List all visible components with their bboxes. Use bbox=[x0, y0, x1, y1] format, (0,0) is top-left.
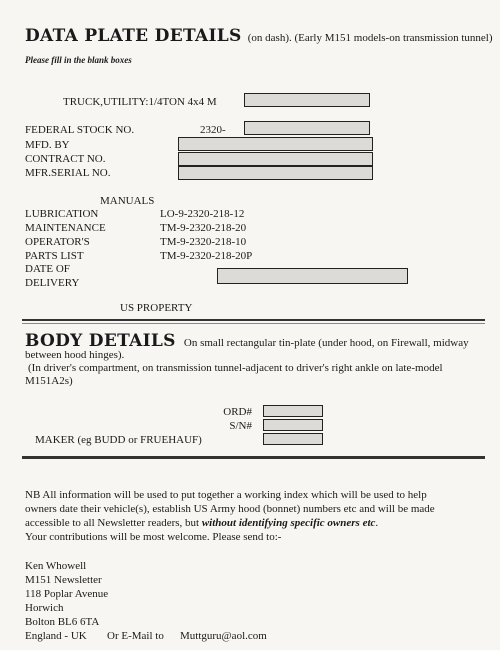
date-of-label: DATE OF bbox=[25, 263, 70, 275]
fill-instruction: Please fill in the blank boxes bbox=[25, 55, 132, 65]
body-details-line2: between hood hinges). bbox=[25, 349, 125, 361]
manual-code: TM-9-2320-218-20 bbox=[160, 222, 247, 234]
federal-stock-label: FEDERAL STOCK NO. bbox=[25, 124, 135, 136]
mfd-by-label: MFD. BY bbox=[25, 139, 70, 151]
contract-no-box[interactable] bbox=[178, 152, 373, 166]
section-divider bbox=[22, 456, 485, 459]
delivery-date-box[interactable] bbox=[217, 268, 408, 284]
manual-label: PARTS LIST bbox=[25, 250, 84, 262]
email-address[interactable]: Muttguru@aol.com bbox=[180, 630, 267, 642]
notes-line3 bbox=[25, 517, 378, 530]
address-city: Bolton BL6 6TA bbox=[25, 616, 100, 628]
manual-code: LO-9-2320-218-12 bbox=[160, 208, 245, 220]
notes-line4: Your contributions will be most welcome. Please send to:- bbox=[25, 531, 282, 543]
manual-code: TM-9-2320-218-20P bbox=[160, 250, 253, 262]
notes-line3-post: . bbox=[375, 517, 379, 529]
email-label: Or E-Mail to bbox=[107, 630, 164, 642]
body-details-line4: M151A2s) bbox=[25, 375, 73, 387]
federal-stock-box[interactable] bbox=[244, 121, 370, 135]
notes-line2: owners date their vehicle(s), establish US Army hood (bonnet) numbers etc and will be made bbox=[25, 503, 435, 515]
section-divider bbox=[22, 319, 485, 321]
section-divider-thin bbox=[22, 323, 485, 324]
address-org: M151 Newsletter bbox=[25, 574, 102, 586]
notes-line3-emphasis: without identifying specific owners etc bbox=[201, 517, 376, 529]
maker-label: MAKER (eg BUDD or FRUEHAUF) bbox=[35, 434, 202, 446]
mfd-by-box[interactable] bbox=[178, 137, 373, 151]
contract-no-label: CONTRACT NO. bbox=[25, 153, 106, 165]
ord-box[interactable] bbox=[263, 405, 323, 417]
address-street: 118 Poplar Avenue bbox=[25, 588, 109, 600]
address-name: Ken Whowell bbox=[25, 560, 87, 572]
address-town: Horwich bbox=[25, 602, 64, 614]
manual-code: TM-9-2320-218-10 bbox=[160, 236, 247, 248]
mfr-serial-label: MFR.SERIAL NO. bbox=[25, 167, 111, 179]
maker-box[interactable] bbox=[263, 433, 323, 445]
data-plate-title: DATA PLATE DETAILS bbox=[25, 26, 242, 46]
data-plate-heading bbox=[25, 26, 492, 46]
sn-label: S/N# bbox=[229, 420, 252, 432]
data-plate-title-note: (on dash). (Early M151 models-on transmission tunnel) bbox=[247, 32, 493, 44]
ord-label: ORD# bbox=[223, 406, 252, 418]
notes-line3-pre: accessible to all Newsletter readers, but bbox=[25, 517, 202, 529]
us-property-label: US PROPERTY bbox=[120, 302, 193, 314]
manual-label: OPERATOR'S bbox=[25, 236, 90, 248]
manual-label: MAINTENANCE bbox=[25, 222, 106, 234]
federal-stock-prefix: 2320- bbox=[200, 124, 226, 136]
manual-label: LUBRICATION bbox=[25, 208, 99, 220]
manuals-heading: MANUALS bbox=[100, 195, 155, 207]
body-details-heading bbox=[25, 331, 469, 351]
notes-line1: NB All information will be used to put together a working index which will be used to help bbox=[25, 489, 427, 501]
body-details-title: BODY DETAILS bbox=[25, 331, 176, 351]
delivery-label: DELIVERY bbox=[25, 277, 80, 289]
body-details-line3: (In driver's compartment, on transmission tunnel-adjacent to driver's right ankle on late-model bbox=[28, 362, 443, 374]
mfr-serial-box[interactable] bbox=[178, 166, 373, 180]
truck-model-box[interactable] bbox=[244, 93, 370, 107]
sn-box[interactable] bbox=[263, 419, 323, 431]
body-details-note: On small rectangular tin-plate (under hood, on Firewall, midway bbox=[183, 337, 469, 349]
address-country: England - UK bbox=[25, 630, 87, 642]
truck-label: TRUCK,UTILITY:1/4TON 4x4 M bbox=[63, 96, 217, 108]
